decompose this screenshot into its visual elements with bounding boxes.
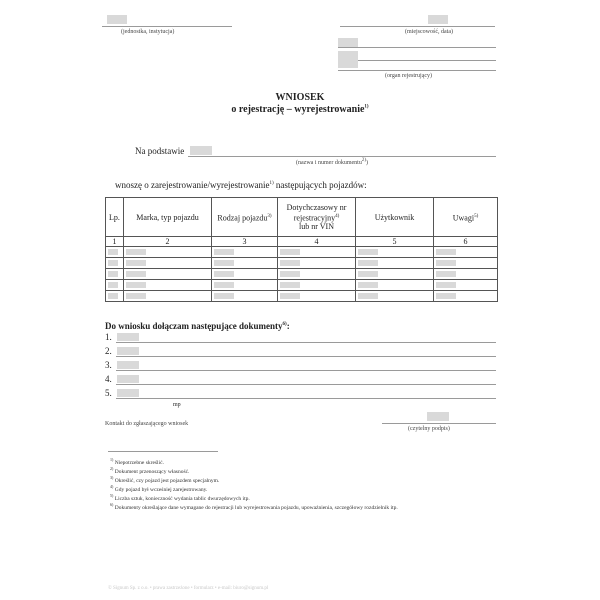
footer-copyright: © Signum Sp. z o.o. • prawa zastrzeżone • formularz • e-mail: biuro@signum.pl (108, 586, 269, 591)
col-header-vehicle-kind: Rodzaj pojazdu$^{3)}$ (212, 198, 278, 237)
col-number: 1 (106, 237, 124, 247)
table-cell[interactable] (356, 291, 434, 302)
footnote-item: $^{3)}$ Określić, czy pojazd jest pojazdem specjalnym. (110, 475, 220, 484)
table-cell[interactable] (106, 247, 124, 258)
col-number: 2 (124, 237, 212, 247)
col-number: 6 (434, 237, 498, 247)
footnote-item: $^{6)}$ Dokumenty określające dane wymagane do rejestracji lub wyrejestrowania pojazdu, upoważnienia, szczegółowy rozdzielnik itp. (110, 502, 398, 511)
footnote-item: $^{5)}$ Liczba sztuk, konieczność wydania tablic dwurzędowych itp. (110, 493, 250, 502)
attachment-number: 4. (105, 374, 112, 384)
table-number-row (106, 237, 498, 247)
table-cell[interactable] (106, 258, 124, 269)
table-cell[interactable] (212, 291, 278, 302)
attachment-number: 3. (105, 360, 112, 370)
table-cell[interactable] (278, 258, 356, 269)
table-row (106, 247, 498, 258)
basis-label: Na podstawie (135, 146, 185, 156)
table-cell[interactable] (356, 258, 434, 269)
table-row (106, 258, 498, 269)
table-cell[interactable] (356, 280, 434, 291)
basis-caption: (nazwa i numer dokumentu$^{2)}$) (296, 158, 368, 166)
col-header-remarks: Uwagi$^{5)}$ (434, 198, 498, 237)
footnote-item: $^{4)}$ Gdy pojazd był wcześniej zarejestrowany. (110, 484, 208, 493)
organ-field-placeholder-1[interactable] (338, 38, 358, 47)
unit-label: (jednostka, instytucja) (121, 29, 175, 35)
table-cell[interactable] (212, 247, 278, 258)
table-cell[interactable] (124, 269, 212, 280)
signature-field-placeholder[interactable] (427, 412, 449, 421)
organ-field-placeholder-2[interactable] (338, 51, 358, 60)
table-cell[interactable] (124, 280, 212, 291)
request-text: wnoszę o zarejestrowanie/wyrejestrowanie$^{1)}$ następujących pojazdów: (115, 180, 367, 190)
place-date-field-placeholder[interactable] (428, 15, 448, 24)
col-number: 3 (212, 237, 278, 247)
attachment-field-placeholder[interactable] (117, 347, 139, 355)
table-cell[interactable] (434, 291, 498, 302)
attachment-field-placeholder[interactable] (117, 333, 139, 341)
footnote-item: $^{2)}$ Dokument przenoszący własność. (110, 466, 190, 475)
table-cell[interactable] (278, 269, 356, 280)
signature-label: (czytelny podpis) (408, 426, 450, 432)
attachment-field-placeholder[interactable] (117, 375, 139, 383)
table-cell[interactable] (434, 269, 498, 280)
table-cell[interactable] (434, 258, 498, 269)
col-header-lp: Lp. (106, 198, 124, 237)
table-cell[interactable] (278, 247, 356, 258)
organ-field-placeholder-3[interactable] (338, 60, 358, 68)
attachment-number: 2. (105, 346, 112, 356)
table-cell[interactable] (106, 280, 124, 291)
table-cell[interactable] (356, 247, 434, 258)
table-cell[interactable] (106, 291, 124, 302)
stamp-label: mp (173, 402, 181, 408)
organ-label: (organ rejestrujący) (385, 73, 433, 79)
table-cell[interactable] (212, 269, 278, 280)
table-cell[interactable] (106, 269, 124, 280)
table-cell[interactable] (124, 247, 212, 258)
table-cell[interactable] (124, 291, 212, 302)
basis-field-placeholder[interactable] (190, 146, 212, 155)
document-title: WNIOSEK (275, 92, 325, 103)
col-header-registration: Dotychczasowy nr rejestracyjny$^{4)}$ lub nr VIN (278, 198, 356, 237)
table-cell[interactable] (434, 247, 498, 258)
table-cell[interactable] (124, 258, 212, 269)
contact-label: Kontakt do zgłaszającego wniosek (105, 421, 189, 427)
table-cell[interactable] (278, 280, 356, 291)
table-cell[interactable] (356, 269, 434, 280)
table-header-row (106, 198, 498, 237)
table-cell[interactable] (212, 258, 278, 269)
attachment-field-placeholder[interactable] (117, 389, 139, 397)
unit-field-placeholder[interactable] (107, 15, 127, 24)
table-row (106, 280, 498, 291)
table-row (106, 269, 498, 280)
place-date-label: (miejscowość, data) (405, 29, 453, 35)
col-header-make-type: Marka, typ pojazdu (124, 198, 212, 237)
attachment-number: 1. (105, 332, 112, 342)
col-header-user: Użytkownik (356, 198, 434, 237)
table-cell[interactable] (278, 291, 356, 302)
table-row (106, 291, 498, 302)
table-cell[interactable] (434, 280, 498, 291)
attachment-field-placeholder[interactable] (117, 361, 139, 369)
vehicles-table (105, 197, 498, 302)
attachments-heading: Do wniosku dołączam następujące dokumenty$^{6)}$: (105, 321, 290, 331)
col-number: 4 (278, 237, 356, 247)
footnote-item: $^{1)}$ Niepotrzebne skreślić. (110, 457, 164, 466)
col-number: 5 (356, 237, 434, 247)
table-cell[interactable] (212, 280, 278, 291)
attachment-number: 5. (105, 388, 112, 398)
document-subtitle: o rejestrację – wyrejestrowanie$^{1)}$ (231, 104, 369, 115)
